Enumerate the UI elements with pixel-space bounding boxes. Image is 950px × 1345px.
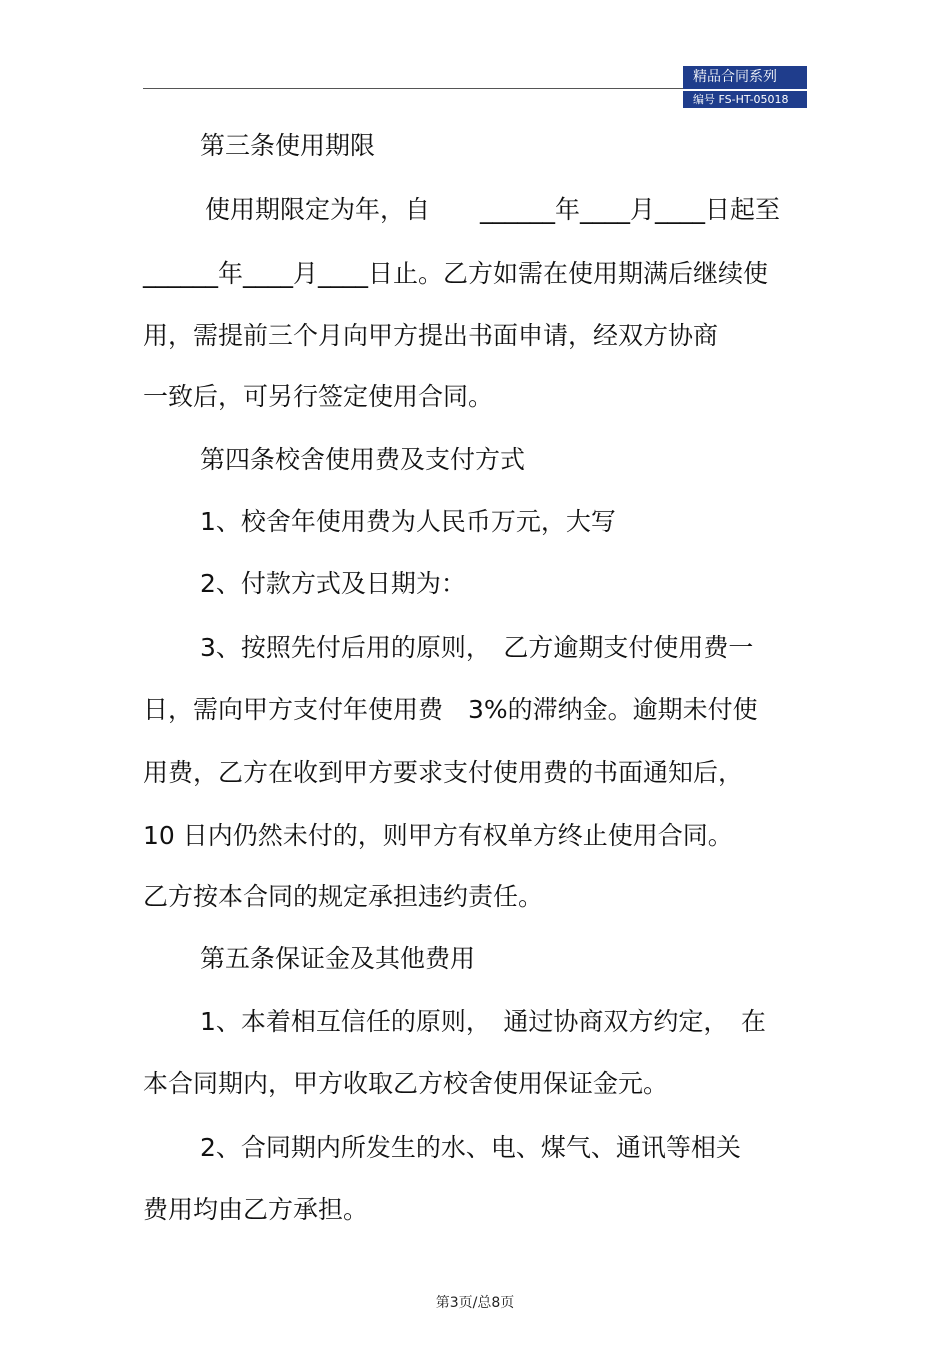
paragraph-line: 10 日内仍然未付的，则甲方有权单方终止使用合同。 — [143, 821, 733, 850]
paragraph-line: 用，需提前三个月向甲方提出书面申请，经双方协商 — [143, 321, 719, 350]
article-3-heading: 第三条使用期限 — [200, 131, 376, 160]
paragraph-line: 2、合同期内所发生的水、电、煤气、通讯等相关 — [200, 1133, 741, 1162]
paragraph-line: 费用均由乙方承担。 — [143, 1195, 369, 1224]
header-rule — [143, 88, 683, 89]
paragraph-line: 用费，乙方在收到甲方要求支付使用费的书面通知后， — [143, 758, 744, 787]
paragraph-line: 日，需向甲方支付年使用费 3%的滞纳金。逾期未付使 — [143, 695, 758, 724]
series-badge — [683, 66, 807, 108]
paragraph-line: 1、本着相互信任的原则， 通过协商双方约定， 在 — [200, 1007, 766, 1036]
paragraph-line: 乙方按本合同的规定承担违约责任。 — [143, 882, 544, 911]
paragraph-line: 2、付款方式及日期为： — [200, 569, 466, 598]
paragraph-line: 使用期限定为年，自 ______年____月____日起至 — [205, 195, 781, 224]
paragraph-line: ______年____月____日止。乙方如需在使用期满后继续使 — [143, 259, 769, 288]
paragraph-line: 1、校舍年使用费为人民币万元，大写 — [200, 507, 616, 536]
paragraph-line: 3、按照先付后用的原则， 乙方逾期支付使用费一 — [200, 633, 754, 662]
article-5-heading: 第五条保证金及其他费用 — [200, 944, 476, 973]
paragraph-line: 一致后，可另行签定使用合同。 — [143, 382, 494, 411]
document-code: 编号 FS-HT-05018 — [683, 91, 807, 108]
page-number: 第3页/总8页 — [435, 1295, 515, 1311]
paragraph-line: 本合同期内，甲方收取乙方校舍使用保证金元。 — [143, 1069, 669, 1098]
article-4-heading: 第四条校舍使用费及支付方式 — [200, 445, 526, 474]
series-label: 精品合同系列 — [683, 66, 807, 89]
